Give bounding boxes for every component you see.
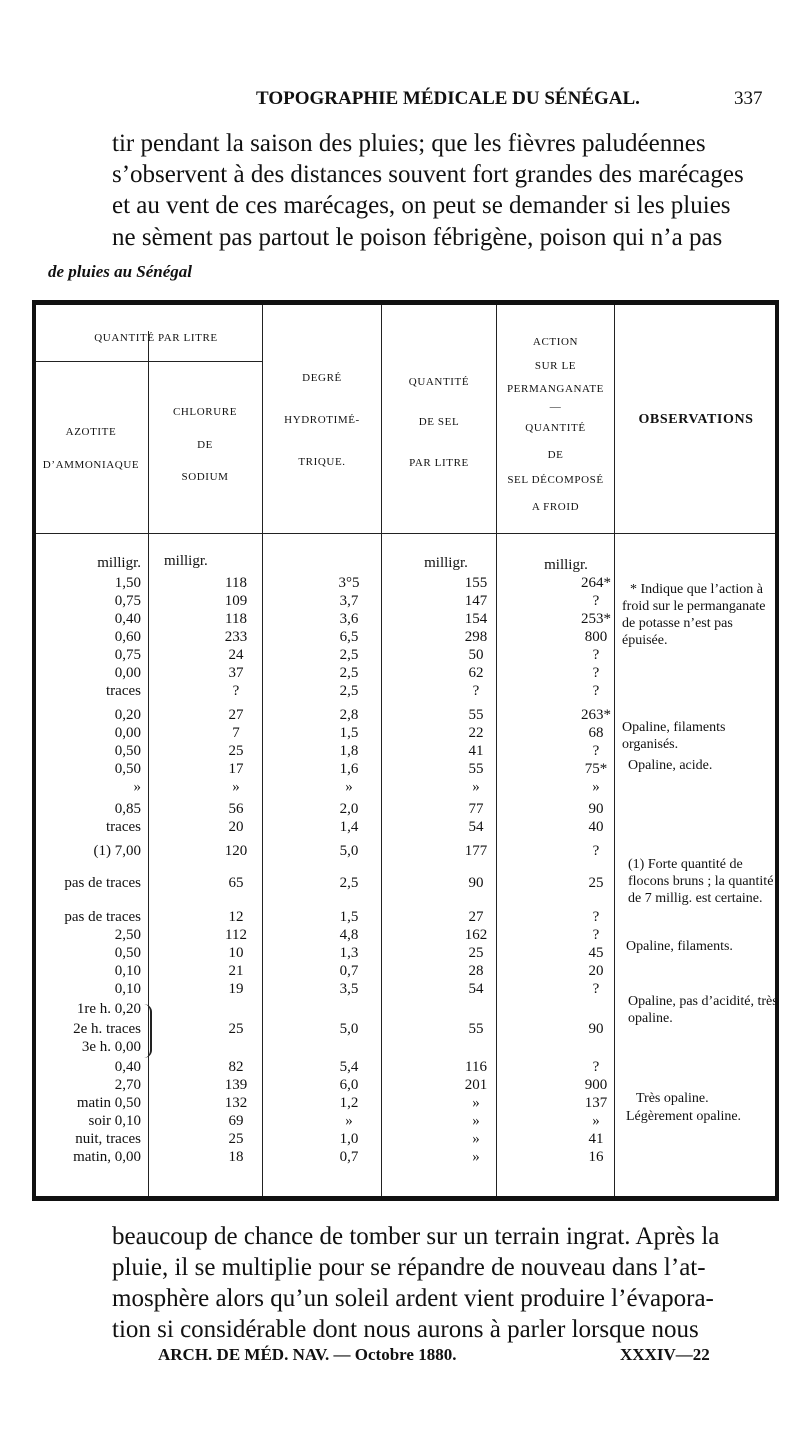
cell-azotite: 0,10 bbox=[114, 981, 141, 997]
cell-sel: » bbox=[472, 1149, 480, 1165]
cell-azotite: 0,10 bbox=[114, 963, 141, 979]
cell-chlorure: 118 bbox=[225, 611, 247, 627]
cell-action: 25 bbox=[588, 875, 604, 891]
cell-action: 263* bbox=[581, 707, 611, 723]
unit-sel: milligr. bbox=[424, 555, 468, 571]
header-group-rule bbox=[36, 361, 262, 362]
header-action-line2: SUR LE bbox=[534, 360, 577, 372]
cell-degre: 1,2 bbox=[339, 1095, 359, 1111]
header-degre-line3: TRIQUE. bbox=[298, 456, 346, 468]
cell-sel: 22 bbox=[468, 725, 484, 741]
cell-action: ? bbox=[592, 593, 600, 609]
cell-action: ? bbox=[592, 683, 600, 699]
data-table bbox=[32, 300, 779, 1201]
cell-degre: 1,5 bbox=[339, 725, 359, 741]
text-line: tion si considérable dont nous aurons à parler lorsque nous bbox=[112, 1316, 699, 1343]
header-action-dash: — bbox=[549, 401, 562, 413]
cell-chlorure: 120 bbox=[224, 843, 248, 859]
cell-sel: 162 bbox=[464, 927, 488, 943]
cell-degre: » bbox=[345, 1113, 353, 1129]
cell-chlorure: 25 bbox=[228, 1131, 244, 1147]
cell-azotite: soir 0,10 bbox=[88, 1113, 141, 1129]
cell-azotite: matin, 0,00 bbox=[73, 1149, 141, 1165]
cell-azotite: 0,50 bbox=[114, 743, 141, 759]
cell-azotite: pas de traces bbox=[64, 909, 141, 925]
cell-chlorure: 139 bbox=[224, 1077, 248, 1093]
cell-sel: 50 bbox=[468, 647, 484, 663]
column-divider bbox=[148, 331, 149, 1196]
cell-degre: 1,3 bbox=[339, 945, 359, 961]
cell-chlorure: 109 bbox=[224, 593, 248, 609]
cell-action: 137 bbox=[584, 1095, 608, 1111]
cell-sel: 54 bbox=[468, 819, 484, 835]
cell-degre: 3,6 bbox=[339, 611, 359, 627]
cell-action: 264* bbox=[581, 575, 611, 591]
observation-note-1: (1) Forte quantité de flocons bruns ; la quantité de 7 millig. est certaine. bbox=[628, 857, 774, 906]
cell-action: 800 bbox=[584, 629, 608, 645]
table-caption: de pluies au Sénégal bbox=[48, 262, 193, 281]
header-action-line8: A FROID bbox=[531, 501, 580, 513]
cell-degre: 2,5 bbox=[339, 683, 359, 699]
cell-chlorure: 18 bbox=[228, 1149, 244, 1165]
cell-degre: 5,4 bbox=[339, 1059, 359, 1075]
row-group-brace bbox=[144, 1004, 152, 1058]
cell-degre: 5,0 bbox=[339, 1021, 359, 1037]
cell-degre: 2,5 bbox=[339, 647, 359, 663]
cell-chlorure: 132 bbox=[224, 1095, 248, 1111]
cell-chlorure: 17 bbox=[228, 761, 244, 777]
cell-action: 20 bbox=[588, 963, 604, 979]
text-line: ne sèment pas partout le poison fébrigène, poison qui n’a pas bbox=[112, 224, 723, 251]
cell-action: 75* bbox=[584, 761, 608, 777]
cell-sel: 62 bbox=[468, 665, 484, 681]
header-chlorure-line2: DE bbox=[197, 439, 213, 451]
cell-sel: 55 bbox=[468, 761, 484, 777]
header-quantite-sel: QUANTITÉ bbox=[408, 376, 470, 388]
cell-action: 16 bbox=[588, 1149, 604, 1165]
cell-azotite: (1) 7,00 bbox=[93, 843, 141, 859]
cell-azotite: 0,40 bbox=[114, 1059, 141, 1075]
cell-action: ? bbox=[592, 909, 600, 925]
cell-sel: » bbox=[472, 1095, 480, 1111]
observation: Opaline, filaments organisés. bbox=[622, 720, 726, 752]
cell-sel: » bbox=[472, 1131, 480, 1147]
text-line: beaucoup de chance de tomber sur un terrain ingrat. Après la bbox=[112, 1223, 720, 1250]
cell-degre: 5,0 bbox=[339, 843, 359, 859]
cell-sel: 28 bbox=[468, 963, 484, 979]
cell-action: ? bbox=[592, 647, 600, 663]
cell-action: 900 bbox=[584, 1077, 608, 1093]
observation: Très opaline. bbox=[636, 1091, 709, 1106]
cell-chlorure: 12 bbox=[228, 909, 244, 925]
cell-chlorure: 27 bbox=[228, 707, 244, 723]
cell-azotite: 0,85 bbox=[114, 801, 141, 817]
cell-chlorure: 118 bbox=[225, 575, 247, 591]
cell-degre: 1,6 bbox=[339, 761, 359, 777]
cell-degre: 3°5 bbox=[338, 575, 360, 591]
cell-sel: 155 bbox=[464, 575, 488, 591]
cell-sel: » bbox=[472, 1113, 480, 1129]
observation: Légèrement opaline. bbox=[626, 1109, 742, 1124]
header-quantite-par-litre: QUANTITÉ PAR LITRE bbox=[94, 332, 218, 344]
cell-azotite: traces bbox=[106, 819, 141, 835]
observation: Opaline, pas d’acidité, très opaline. bbox=[628, 994, 778, 1026]
cell-azotite: 0,50 bbox=[114, 945, 141, 961]
cell-azotite: matin 0,50 bbox=[76, 1095, 141, 1111]
cell-sel: 201 bbox=[464, 1077, 488, 1093]
header-action-line5: QUANTITÉ bbox=[525, 422, 586, 434]
cell-azotite: 0,50 bbox=[114, 761, 141, 777]
cell-degre: 1,5 bbox=[339, 909, 359, 925]
cell-chlorure: 25 bbox=[228, 1021, 244, 1037]
text-line: mosphère alors qu’un soleil ardent vient produire l’évapora- bbox=[112, 1285, 714, 1312]
text-line: tir pendant la saison des pluies; que les fièvres paludéennes bbox=[112, 130, 706, 157]
cell-action: ? bbox=[592, 927, 600, 943]
cell-sel: 27 bbox=[468, 909, 484, 925]
cell-chlorure: 10 bbox=[228, 945, 244, 961]
cell-azotite: nuit, traces bbox=[75, 1131, 141, 1147]
cell-chlorure: 65 bbox=[228, 875, 244, 891]
cell-azotite: 0,20 bbox=[114, 707, 141, 723]
cell-degre: 1,4 bbox=[339, 819, 359, 835]
cell-degre: 4,8 bbox=[339, 927, 359, 943]
cell-chlorure: 69 bbox=[228, 1113, 244, 1129]
observation: Opaline, filaments. bbox=[626, 939, 733, 954]
page-number: 337 bbox=[734, 88, 763, 109]
cell-degre: 6,0 bbox=[339, 1077, 359, 1093]
cell-azotite: 1,50 bbox=[114, 575, 141, 591]
header-action-line6: DE bbox=[547, 449, 564, 461]
cell-azotite: 0,75 bbox=[114, 593, 141, 609]
cell-degre: 1,0 bbox=[339, 1131, 359, 1147]
cell-azotite: 3e h. 0,00 bbox=[81, 1039, 141, 1055]
header-action-line3: PERMANGANATE bbox=[506, 383, 605, 395]
cell-azotite: 0,00 bbox=[114, 665, 141, 681]
text-line: et au vent de ces marécages, on peut se demander si les pluies bbox=[112, 192, 731, 219]
text-line: s’observent à des distances souvent fort grandes des marécages bbox=[112, 161, 744, 188]
header-sel-line3: PAR LITRE bbox=[409, 457, 469, 469]
cell-chlorure: 233 bbox=[224, 629, 248, 645]
header-degre: DEGRÉ bbox=[302, 372, 342, 384]
cell-azotite: » bbox=[133, 779, 141, 795]
cell-sel: 55 bbox=[468, 707, 484, 723]
header-chlorure-line3: SODIUM bbox=[181, 471, 229, 483]
header-action-line7: SEL DÉCOMPOSÉ bbox=[507, 474, 604, 486]
unit-azotite: milligr. bbox=[97, 555, 141, 571]
cell-sel: 55 bbox=[468, 1021, 484, 1037]
cell-degre: 3,5 bbox=[339, 981, 359, 997]
cell-degre: 3,7 bbox=[339, 593, 359, 609]
cell-action: 41 bbox=[588, 1131, 604, 1147]
cell-azotite: traces bbox=[106, 683, 141, 699]
cell-chlorure: 7 bbox=[232, 725, 240, 741]
cell-azotite: pas de traces bbox=[64, 875, 141, 891]
cell-degre: 2,5 bbox=[339, 665, 359, 681]
cell-degre: 2,0 bbox=[339, 801, 359, 817]
cell-degre: 0,7 bbox=[339, 963, 359, 979]
observation: Opaline, acide. bbox=[628, 758, 713, 773]
cell-action: 68 bbox=[588, 725, 604, 741]
cell-sel: ? bbox=[472, 683, 480, 699]
header-observations: OBSERVATIONS bbox=[638, 412, 754, 427]
observation-note-star: * Indique que l’action à froid sur le permanganate de potasse n’est pas épuisée. bbox=[622, 582, 766, 648]
cell-action: ? bbox=[592, 743, 600, 759]
cell-action: 45 bbox=[588, 945, 604, 961]
cell-azotite: 0,00 bbox=[114, 725, 141, 741]
cell-chlorure: 112 bbox=[225, 927, 247, 943]
cell-sel: 147 bbox=[464, 593, 488, 609]
cell-degre: 6,5 bbox=[339, 629, 359, 645]
cell-sel: 77 bbox=[468, 801, 484, 817]
cell-degre: » bbox=[345, 779, 353, 795]
cell-action: 90 bbox=[588, 1021, 604, 1037]
cell-chlorure: 20 bbox=[228, 819, 244, 835]
cell-chlorure: 24 bbox=[228, 647, 244, 663]
cell-degre: 2,5 bbox=[339, 875, 359, 891]
cell-chlorure: ? bbox=[232, 683, 240, 699]
cell-sel: » bbox=[472, 779, 480, 795]
cell-action: 90 bbox=[588, 801, 604, 817]
cell-action: ? bbox=[592, 665, 600, 681]
cell-azotite: 0,60 bbox=[114, 629, 141, 645]
cell-sel: 25 bbox=[468, 945, 484, 961]
cell-azotite: 0,75 bbox=[114, 647, 141, 663]
cell-action: ? bbox=[592, 981, 600, 997]
footer-signature: XXXIV—22 bbox=[620, 1345, 710, 1364]
cell-azotite: 2e h. traces bbox=[73, 1021, 141, 1037]
header-sel-line2: DE SEL bbox=[418, 416, 460, 428]
unit-action: milligr. bbox=[544, 557, 588, 573]
cell-action: ? bbox=[592, 843, 600, 859]
cell-degre: 1,8 bbox=[339, 743, 359, 759]
cell-sel: 90 bbox=[468, 875, 484, 891]
cell-sel: 54 bbox=[468, 981, 484, 997]
cell-action: » bbox=[592, 779, 600, 795]
cell-sel: 116 bbox=[465, 1059, 487, 1075]
cell-action: » bbox=[592, 1113, 600, 1129]
header-chlorure: CHLORURE bbox=[172, 406, 238, 418]
header-degre-line2: HYDROTIMÉ- bbox=[284, 414, 360, 426]
cell-azotite: 1re h. 0,20 bbox=[76, 1001, 141, 1017]
cell-action: 253* bbox=[581, 611, 611, 627]
cell-degre: 2,8 bbox=[339, 707, 359, 723]
cell-degre: 0,7 bbox=[339, 1149, 359, 1165]
cell-sel: 177 bbox=[464, 843, 488, 859]
cell-action: ? bbox=[592, 1059, 600, 1075]
running-header-title: TOPOGRAPHIE MÉDICALE DU SÉNÉGAL. bbox=[256, 88, 640, 109]
cell-chlorure: 25 bbox=[228, 743, 244, 759]
cell-chlorure: » bbox=[232, 779, 240, 795]
cell-sel: 41 bbox=[468, 743, 484, 759]
cell-chlorure: 19 bbox=[228, 981, 244, 997]
text-line: pluie, il se multiplie pour se répandre de nouveau dans l’at- bbox=[112, 1254, 706, 1281]
header-azotite-line2: D’AMMONIAQUE bbox=[42, 459, 140, 471]
cell-chlorure: 56 bbox=[228, 801, 244, 817]
cell-chlorure: 21 bbox=[228, 963, 244, 979]
cell-azotite: 2,70 bbox=[114, 1077, 141, 1093]
header-action: ACTION bbox=[532, 336, 579, 348]
cell-chlorure: 37 bbox=[228, 665, 244, 681]
cell-sel: 154 bbox=[464, 611, 488, 627]
cell-azotite: 0,40 bbox=[114, 611, 141, 627]
unit-chlorure: milligr. bbox=[164, 553, 208, 569]
cell-azotite: 2,50 bbox=[114, 927, 141, 943]
footer-journal: ARCH. DE MÉD. NAV. — Octobre 1880. bbox=[158, 1345, 457, 1364]
cell-chlorure: 82 bbox=[228, 1059, 244, 1075]
cell-action: 40 bbox=[588, 819, 604, 835]
cell-sel: 298 bbox=[464, 629, 488, 645]
header-bottom-rule bbox=[36, 533, 775, 534]
header-azotite: AZOTITE bbox=[65, 426, 117, 438]
